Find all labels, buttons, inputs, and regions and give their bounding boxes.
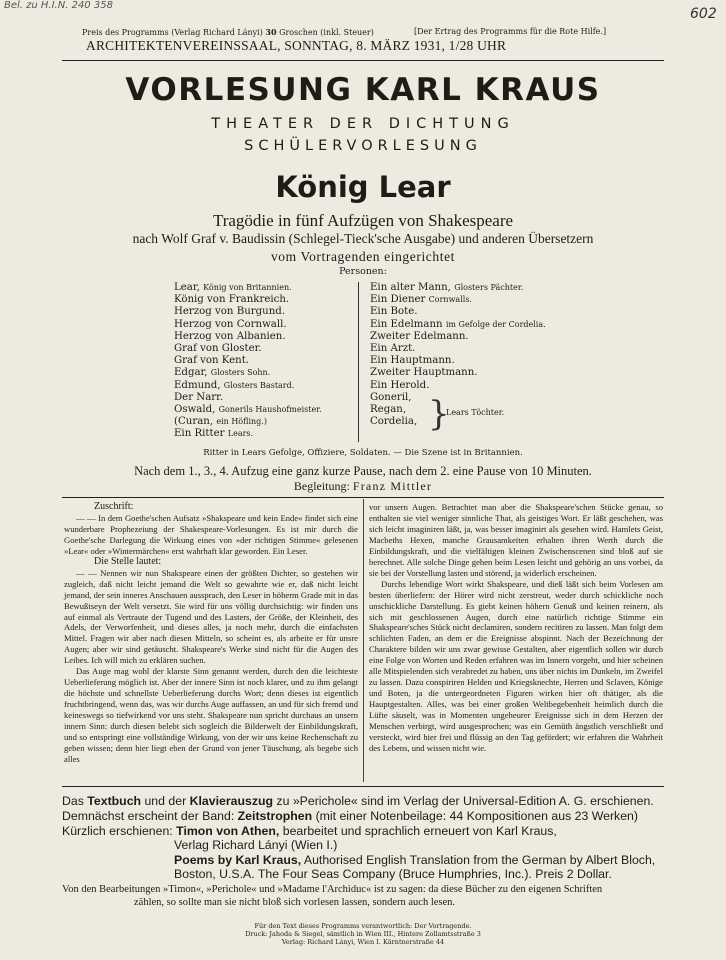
cast-entry [174, 319, 354, 331]
page-number: 602 [690, 6, 717, 22]
character-name: Goneril, [370, 391, 412, 403]
cast-entry [174, 282, 354, 294]
ad-text: Authorised English Translation from the German by Albert Bloch, [303, 853, 656, 867]
ad-emphasis: Poems by Karl Kraus, [174, 853, 302, 867]
character-description: Gonerils Haushofmeister. [218, 404, 322, 414]
ad-emphasis: Textbuch [87, 794, 142, 808]
character-description: Cornwalls. [428, 295, 472, 305]
ad-emphasis: Klavierauszug [189, 794, 273, 808]
ad-text: zu »Perichole« sind im Verlag der Universal-Edition A. G. erschienen. [276, 794, 654, 808]
price-suffix: Groschen (inkl. Steuer) [279, 28, 374, 37]
character-name: Ein Arzt. [370, 342, 416, 354]
cast-entry [370, 380, 590, 392]
ad-timon [62, 824, 557, 838]
character-name: Der Narr. [174, 391, 224, 403]
character-name: Zweiter Edelmann. [370, 330, 469, 342]
footer-publisher: Verlag: Richard Lányi, Wien I. Kärntnerstraße 44 [281, 938, 445, 946]
zuschrift-text: — — In dem Goethe'schen Aufsatz »Shakspeare und kein Ende« findet sich eine wunderbare Prophezeiung der Shakespeare-Vorlesungen. Es ist mir durch die Goethe'sche Darlegung die Wirkung eines von »der richtigen Stimme« gelesenen »Lear« oder »Wintermärchen« erst wahrhaft klar geworden. Ein Leser. [64, 512, 358, 556]
cast-entry [370, 306, 590, 318]
character-description: im Gefolge der Cordelia. [445, 319, 546, 329]
character-name: Oswald, [174, 403, 216, 415]
divider-top [62, 60, 664, 61]
play-title: König Lear [275, 170, 451, 204]
cast-entry [370, 367, 590, 379]
character-name: Ein Bote. [370, 306, 418, 318]
ad-emphasis: Timon von Athen, [176, 824, 280, 838]
ad-poems-publisher: Boston, U.S.A. The Four Seas Company (Bruce Humphries, Inc.). Preis 2 Dollar. [174, 867, 612, 881]
play-description: Tragödie in fünf Aufzügen von Shakespeare [212, 211, 514, 230]
character-name: Cordelia, [370, 416, 418, 428]
cast-entry [174, 367, 354, 379]
quote-paragraph-3: vor unsern Augen. Betrachtet man aber die Shakspeare'schen Stücke genau, so enthalten sie viel weniger sinnliche That, als geistiges Wort. Er läßt geschehen, was sich leicht imaginiren läßt, ja, was besser imaginirt als gesehen wird. Hamlets Geist, Macbeths Hexen, manche Grausamkeiten erhalten ihren Werth durch die Einbildungskraft, und die vielfältigen kleinen Zwischenscenen sind bloß auf sie berechnet. Alle solche Dinge gehen beim Lesen leicht und gehörig an uns vorbei, da sie bei der Vorstellung lasten und störend, ja widerlich erscheinen. [369, 502, 663, 578]
character-name: Ein Hauptmann. [370, 355, 455, 367]
character-name: Herzog von Albanien. [174, 330, 286, 342]
divider-bottom [62, 786, 664, 787]
brace-icon: } [428, 394, 450, 434]
character-name: Lear, [174, 282, 200, 293]
essay-right-column [369, 502, 663, 754]
character-name: König von Frankreich. [174, 294, 290, 306]
subtitle-school: SCHÜLERVORLESUNG [244, 138, 482, 154]
proceeds-note: [Der Ertrag des Programms für die Rote Hilfe.] [414, 27, 607, 36]
character-name: Graf von Gloster. [174, 342, 262, 354]
price-prefix: Preis des Programms (Verlag Richard Lányi) [82, 28, 263, 37]
price-note [82, 27, 374, 37]
ad-text: Kürzlich erschienen: [62, 824, 173, 838]
ad-note-line-2: zählen, so sollte man sie nicht bloß sich vorlesen lassen, sondern auch lesen. [134, 897, 456, 908]
cast-entry [174, 355, 354, 367]
character-description: Glosters Sohn. [210, 368, 271, 378]
character-name: Edgar, [174, 367, 208, 379]
quote-paragraph-2: Das Auge mag wohl der klarste Sinn genannt werden, durch den die leichteste Ueberlieferung möglich ist. Aber der innere Sinn ist noch klarer, und zu ihm gelangt die höchste und schnellste Ueberlieferung durchs Wort; denn dieses ist eigentlich fruchtbringend, wenn das, was wir durchs Auge auffassen, an und für sich fremd und keineswegs so tiefwirkend vor uns steht. Shakspeare nun spricht durchaus an unsern innern Sinn: durch diesen belebt sich sogleich die Bilderwelt der Einbildungskraft, und so entspringt eine vollständige Wirkung, von der wir uns keine Rechenschaft zu geben wissen; denn hier liegt eben der Grund von jener Täuschung, als begebe sich alles [64, 666, 358, 764]
essay-left-column [64, 502, 358, 765]
stelle-heading: Die Stelle lautet: [94, 555, 162, 567]
cast-entry [174, 380, 354, 392]
cast-entry [174, 306, 354, 318]
intermission-note: Nach dem 1., 3., 4. Aufzug eine ganz kurze Pause, nach dem 2. eine Pause von 10 Minuten. [134, 464, 592, 478]
translation-credit: nach Wolf Graf v. Baudissin (Schlegel-Tieck'sche Ausgabe) und anderen Übersetzern [132, 231, 594, 246]
dateline: ARCHITEKTENVEREINSSAAL, SONNTAG, 8. MÄRZ 1931, 1/28 UHR [86, 38, 507, 53]
cast-list-right [370, 282, 590, 428]
ad-note-line-1: Von den Bearbeitungen »Timon«, »Perichole« und »Madame l'Archiduc« ist zu sagen: da diese Bücher zu den eigenen Schriften [62, 884, 603, 895]
ad-poems [174, 853, 655, 867]
zuschrift-heading: Zuschrift: [94, 501, 134, 512]
cast-entry [370, 294, 590, 306]
character-name: Ein Ritter [174, 428, 225, 440]
character-description: König von Britannien. [203, 283, 292, 292]
character-name: Zweiter Hauptmann. [370, 367, 478, 379]
ad-text: Demnächst erscheint der Band: [62, 809, 235, 823]
cast-list-left [174, 282, 354, 440]
character-description: Glosters Pächter. [454, 283, 524, 292]
character-name: Herzog von Cornwall. [174, 318, 287, 330]
character-name: Ein alter Mann, [370, 282, 451, 293]
extras-line: Ritter in Lears Gefolge, Offiziere, Soldaten. — Die Szene ist in Britannien. [203, 448, 523, 458]
character-name: (Curan, [174, 416, 214, 428]
footer-responsibility: Für den Text dieses Programms verantwortlich: Der Vortragende. [254, 922, 472, 930]
cast-entry [174, 392, 354, 404]
footer-printer: Druck: Jahoda & Siegel, sämtlich in Wien III., Hintere Zollamtsstraße 3 [245, 930, 481, 938]
persons-label: Personen: [339, 266, 387, 277]
character-name: Regan, [370, 403, 407, 415]
character-name: Ein Edelmann [370, 318, 443, 330]
ad-text: (mit einer Notenbeilage: 44 Kompositionen aus 23 Werken) [315, 809, 638, 823]
character-name: Ein Diener [370, 294, 426, 306]
accompaniment-name: Franz Mittler [352, 479, 433, 493]
ad-publisher: Verlag Richard Lányi (Wien I.) [174, 838, 338, 852]
cast-entry [370, 331, 590, 343]
ad-emphasis: Zeitstrophen [237, 809, 313, 823]
cast-entry [174, 294, 354, 306]
cast-entry [370, 282, 590, 294]
arrangement-credit: vom Vortragenden eingerichtet [270, 249, 456, 264]
character-name: Ein Herold. [370, 379, 430, 391]
cast-entry [174, 416, 354, 428]
ad-text: und der [144, 794, 187, 808]
ad-text: bearbeitet und sprachlich erneuert von Karl Kraus, [282, 824, 557, 838]
character-name: Graf von Kent. [174, 355, 250, 367]
divider-middle [62, 497, 664, 498]
character-name: Edmund, [174, 379, 221, 391]
quote-paragraph-4: Durchs lebendige Wort wirkt Shakspeare, und dieß läßt sich beim Vorlesen am besten überliefern: der Hörer wird nicht zerstreut, weder durch schickliche noch unschickliche Darstellung. Es giebt keinen höhern Genuß und keinen reinern, als sich mit geschlossenen Augen, durch eine natürlich richtige Stimme ein Shakspeare'sches Stück nicht declamiren, sondern recitiren zu lassen. Man folgt dem schlichten Faden, an dem er die Ereignisse abspinnt. Nach der Bezeichnung der Charaktere bilden wir uns zwar gewisse Gestalten, aber eigentlich sollen wir durch eine Folge von Worten und Reden erfahren was im Innern vorgeht, und hier scheinen alle Mitspielenden sich verabredet zu haben, uns über nichts im Dunkeln, im Zweifel zu lassen. Dazu conspiriren Helden und Kriegsknechte, Herren und Sclaven, Könige und Boten, ja die untergeordneten Figuren wirken hier oft thätiger, als die Hauptgestalten. Alles, was bei einer großen Weltbegebenheit heimlich durch die Lüfte säuselt, was in Momenten ungeheurer Ereignisse sich in dem Herzen der Menschen verbirgt, wird ausgesprochen; was ein Gemüth ängstlich verschließt und versteckt, wird hier frei und flüssig an den Tag gefördert; wir erfahren die Wahrheit des Lebens, und wissen nicht wie. [369, 578, 663, 753]
page-title: VORLESUNG KARL KRAUS [125, 72, 601, 108]
cast-entry [174, 428, 354, 440]
subtitle-theater: THEATER DER DICHTUNG [211, 116, 515, 132]
cast-entry [370, 343, 590, 355]
cast-entry [370, 392, 590, 404]
cast-entry [174, 404, 354, 416]
ad-text: Das [62, 794, 84, 808]
column-divider [363, 499, 364, 782]
ad-zeitstrophen [62, 809, 638, 823]
cast-divider [358, 282, 359, 442]
cast-entry [370, 416, 590, 428]
accompaniment-label: Begleitung: [293, 479, 350, 493]
accompaniment-line [0, 479, 726, 494]
character-description: ein Höfling.) [216, 417, 267, 427]
cast-entry [370, 355, 590, 367]
price-amount: 30 [265, 27, 277, 37]
archive-mark: Bel. zu H.I.N. 240 358 [4, 0, 113, 11]
ad-textbook [62, 794, 654, 808]
character-name: Herzog von Burgund. [174, 306, 286, 318]
quote-paragraph-1: — — Nennen wir nun Shakspeare einen der größten Dichter, so gestehen wir zugleich, daß nicht leicht jemand die Welt so gewahrte wie er, daß nicht leicht jemand, der sein inneres Anschauen aussprach, den Leser in höherm Grade mit in das Bewußtseyn der Welt versetzt. Sie wird für uns völlig durchsichtig: wir finden uns auf einmal als Vertraute der Tugend und des Lasters, der Größe, der Kleinheit, des Adels, der Verworfenheit, und dieses alles, ja noch mehr, durch die einfachsten Mittel. Fragen wir aber nach diesen Mitteln, so scheint es, als arbeite er für unsre Augen; aber wir sind getäuscht. Shakspeare's Werke sind nicht für die Augen des Leibes. Ich will mich zu erklären suchen. [64, 567, 358, 666]
cast-entry [370, 319, 590, 331]
cast-entry [174, 331, 354, 343]
daughters-label: Lears Töchter. [446, 408, 505, 417]
character-description: Lears. [227, 429, 254, 439]
character-description: Glosters Bastard. [223, 380, 295, 390]
cast-entry [174, 343, 354, 355]
